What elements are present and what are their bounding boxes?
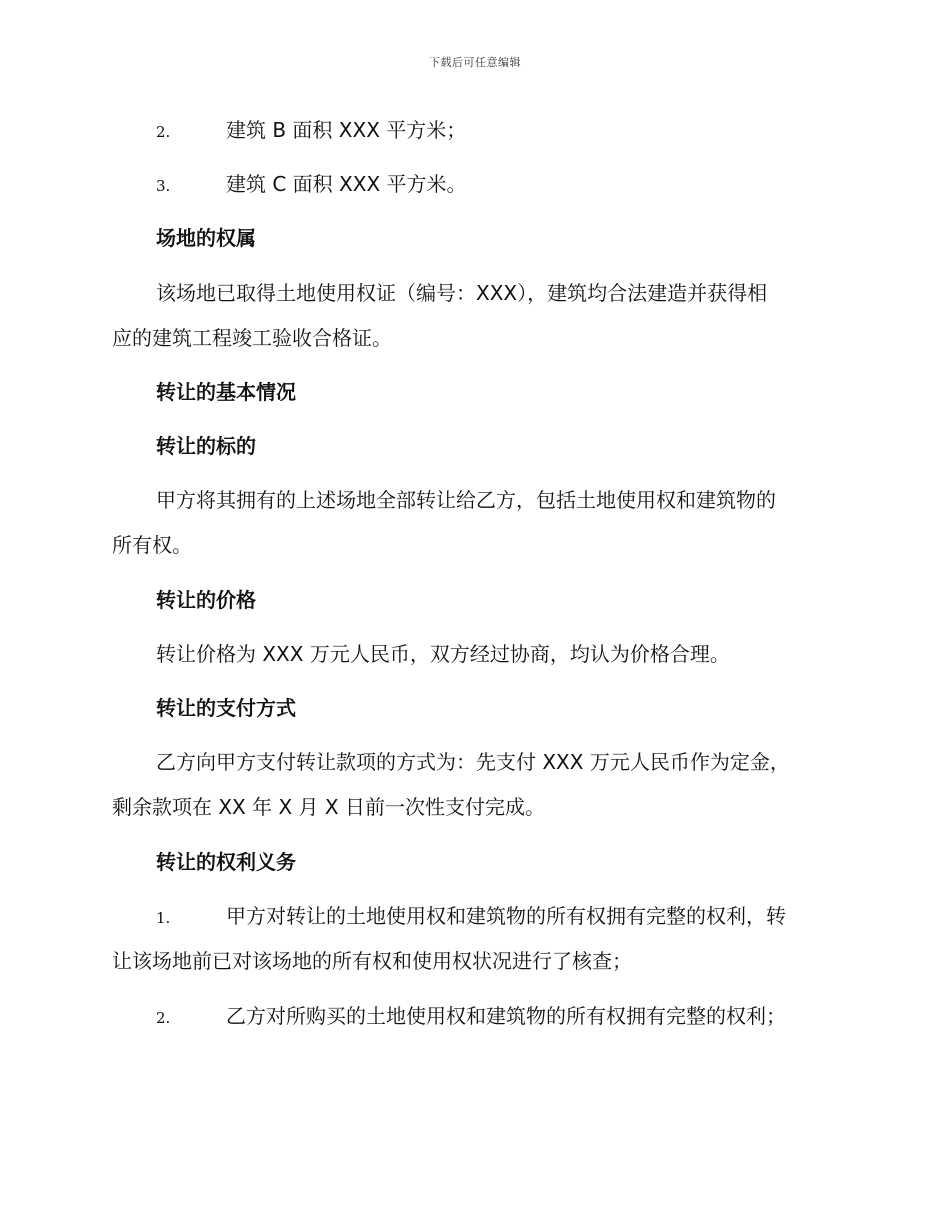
section-heading-rights: 转让的权利义务 xyxy=(156,850,296,874)
list-item xyxy=(156,118,886,144)
paragraph-line: 剩余款项在 XX 年 X 月 X 日前一次性支付完成。 xyxy=(112,795,545,819)
section-heading-subject: 转让的标的 xyxy=(156,434,256,458)
list-item-number: 3. xyxy=(156,177,171,195)
list-item-text: 建筑 B 面积 XXX 平方米； xyxy=(226,118,467,142)
section-heading-price: 转让的价格 xyxy=(156,588,256,612)
list-item xyxy=(156,904,886,930)
list-item xyxy=(156,1004,886,1030)
paragraph-line: 该场地已取得土地使用权证（编号：XXX），建筑均合法建造并获得相 xyxy=(156,281,768,305)
list-item-text: 甲方对转让的土地使用权和建筑物的所有权拥有完整的权利，转 xyxy=(226,904,786,928)
list-item-number: 2. xyxy=(156,123,171,141)
section-heading-payment: 转让的支付方式 xyxy=(156,696,296,720)
section-heading-ownership: 场地的权属 xyxy=(156,226,256,250)
paragraph-line: 所有权。 xyxy=(112,533,192,557)
list-item-text: 乙方对所购买的土地使用权和建筑物的所有权拥有完整的权利； xyxy=(226,1004,786,1028)
paragraph-line: 乙方向甲方支付转让款项的方式为：先支付 XXX 万元人民币作为定金， xyxy=(156,750,790,774)
header-note: 下载后可任意编辑 xyxy=(429,56,521,69)
list-item-number: 2. xyxy=(156,1009,171,1027)
list-item-text: 建筑 C 面积 XXX 平方米。 xyxy=(226,172,467,196)
section-heading-transfer-basic: 转让的基本情况 xyxy=(156,380,296,404)
list-item-continuation: 让该场地前已对该场地的所有权和使用权状况进行了核查； xyxy=(112,949,632,973)
paragraph-line: 应的建筑工程竣工验收合格证。 xyxy=(112,326,392,350)
paragraph-line: 甲方将其拥有的上述场地全部转让给乙方，包括土地使用权和建筑物的 xyxy=(156,488,776,512)
paragraph-line: 转让价格为 XXX 万元人民币，双方经过协商，均认为价格合理。 xyxy=(156,642,730,666)
list-item xyxy=(156,172,886,198)
list-item-number: 1. xyxy=(156,909,171,927)
